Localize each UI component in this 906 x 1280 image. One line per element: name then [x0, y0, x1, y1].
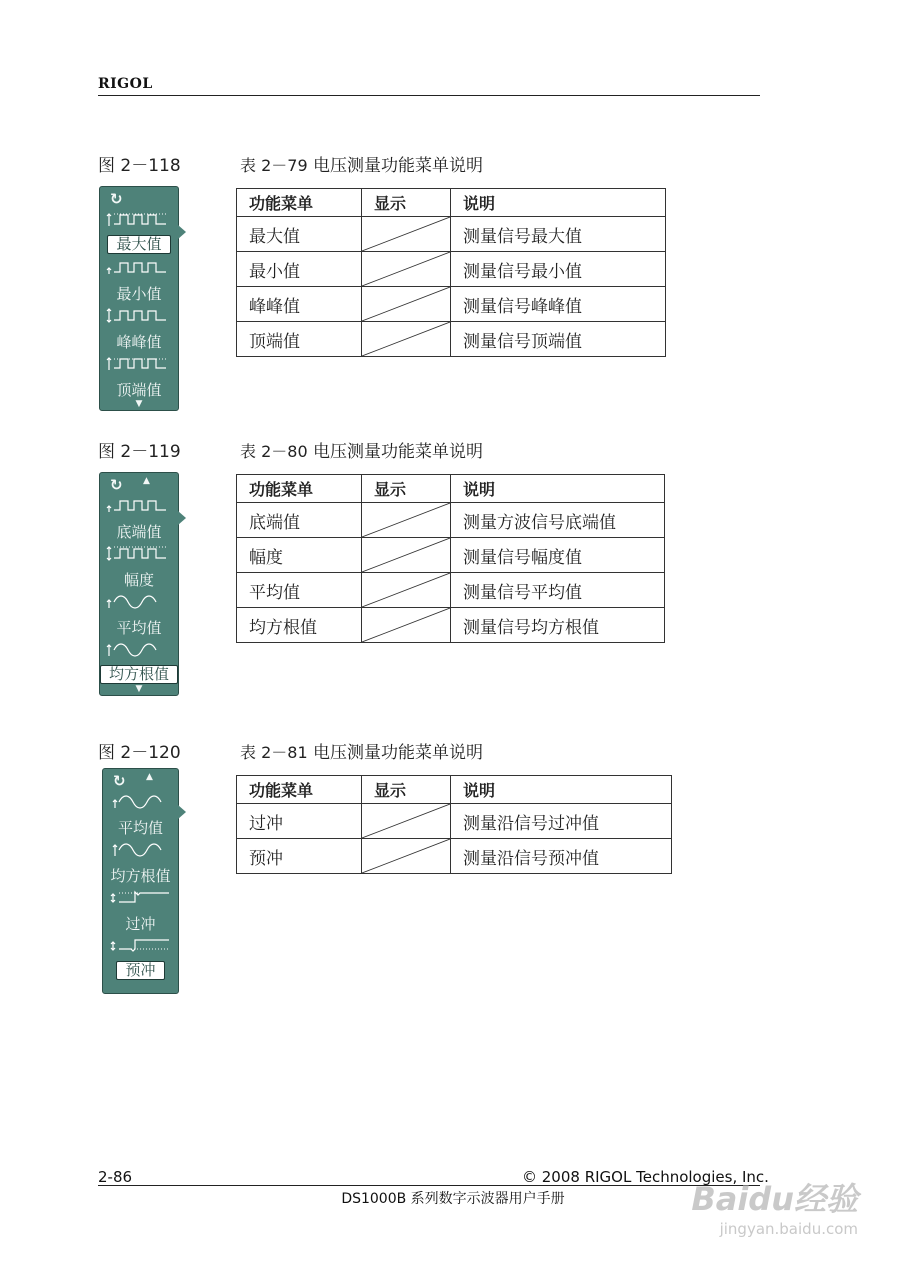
menu-item-top[interactable]: 顶端值 [116, 381, 162, 399]
overshoot-edge-icon [109, 889, 175, 905]
col-header-desc: 说明 [451, 189, 666, 217]
cell-display-none [362, 573, 451, 608]
scroll-up-icon[interactable]: ▲ [143, 476, 150, 486]
menu-pointer-icon [178, 805, 186, 819]
col-header-menu: 功能菜单 [237, 189, 362, 217]
min-square-wave-icon [106, 259, 172, 275]
cell-display-none [362, 252, 451, 287]
table-row [237, 252, 666, 287]
cell-menu: 峰峰值 [237, 287, 362, 322]
peak-peak-wave-icon [106, 307, 172, 323]
cell-desc: 测量信号幅度值 [451, 538, 665, 573]
menu-item-rms[interactable]: 均方根值 [110, 867, 171, 885]
col-header-display: 显示 [362, 475, 451, 503]
cell-menu: 底端值 [237, 503, 362, 538]
table-row [237, 503, 665, 538]
menu-item-base[interactable]: 底端值 [116, 523, 162, 541]
measure-return-icon: ↻ [110, 476, 123, 494]
table-row [237, 538, 665, 573]
table-row [237, 804, 672, 839]
measure-table-81 [236, 775, 672, 874]
scroll-up-icon[interactable]: ▲ [146, 772, 153, 782]
cell-display-none [362, 217, 451, 252]
menu-item-average[interactable]: 平均值 [116, 619, 162, 637]
baidu-watermark [691, 1174, 858, 1238]
table-row [237, 287, 666, 322]
cell-menu: 平均值 [237, 573, 362, 608]
base-square-wave-icon [106, 497, 172, 513]
col-header-desc: 说明 [451, 776, 672, 804]
cell-display-none [362, 538, 451, 573]
table-header-row [237, 776, 672, 804]
preshoot-edge-icon [109, 937, 175, 953]
cell-menu: 预冲 [237, 839, 362, 874]
menu-item-rms[interactable]: 均方根值 [100, 665, 178, 684]
menu-item-average[interactable]: 平均值 [117, 819, 163, 837]
top-value-wave-icon [106, 355, 172, 371]
caption-text: 电压测量功能菜单说明 [313, 442, 484, 462]
caption-text: 电压测量功能菜单说明 [313, 156, 484, 176]
menu-item-min[interactable]: 最小值 [116, 285, 162, 303]
softkey-menu-119 [99, 472, 179, 696]
watermark-logo: Baidu经验 [691, 1180, 858, 1218]
cell-desc: 测量信号顶端值 [451, 322, 666, 357]
cell-display-none [362, 322, 451, 357]
copyright: © 2008 RIGOL Technologies, Inc. [522, 1168, 769, 1186]
cell-display-none [362, 503, 451, 538]
rms-sine-icon [106, 641, 172, 657]
cell-menu: 过冲 [237, 804, 362, 839]
average-sine-icon [106, 593, 172, 609]
figure-label-120: 图 2－120 [98, 743, 181, 763]
header-rule [98, 95, 760, 96]
cell-menu: 幅度 [237, 538, 362, 573]
softkey-menu-120 [102, 768, 179, 994]
scroll-down-icon[interactable]: ▼ [135, 684, 143, 694]
cell-desc: 测量信号均方根值 [451, 608, 665, 643]
cell-menu: 最大值 [237, 217, 362, 252]
menu-item-preshoot[interactable]: 预冲 [103, 961, 178, 980]
cell-desc: 测量信号最大值 [451, 217, 666, 252]
cell-display-none [362, 287, 451, 322]
watermark-url: jingyan.baidu.com [719, 1220, 858, 1238]
figure-label-118: 图 2－118 [98, 156, 181, 176]
rms-sine-icon [109, 841, 175, 857]
cell-desc: 测量信号平均值 [451, 573, 665, 608]
menu-pointer-icon [178, 511, 186, 525]
menu-item-overshoot[interactable]: 过冲 [125, 915, 156, 933]
caption-text: 电压测量功能菜单说明 [313, 743, 484, 763]
cell-desc: 测量信号峰峰值 [451, 287, 666, 322]
caption-number: 表 2－79 [240, 156, 308, 175]
cell-display-none [362, 804, 451, 839]
col-header-display: 显示 [362, 776, 451, 804]
cell-desc: 测量沿信号过冲值 [451, 804, 672, 839]
caption-number: 表 2－81 [240, 743, 308, 762]
average-sine-icon [109, 793, 175, 809]
cell-desc: 测量沿信号预冲值 [451, 839, 672, 874]
cell-menu: 顶端值 [237, 322, 362, 357]
measure-table-80 [236, 474, 665, 643]
table-row [237, 573, 665, 608]
amplitude-wave-icon [106, 545, 172, 561]
cell-menu: 均方根值 [237, 608, 362, 643]
table-row [237, 322, 666, 357]
table-row [237, 839, 672, 874]
figure-label-119: 图 2－119 [98, 442, 181, 462]
brand-logo: RIGOL [98, 76, 153, 92]
table-caption-79 [240, 151, 483, 176]
cell-display-none [362, 608, 451, 643]
menu-item-amplitude[interactable]: 幅度 [123, 571, 154, 589]
footer-rule [98, 1185, 760, 1186]
table-caption-81 [240, 738, 483, 763]
measure-return-icon: ↻ [113, 772, 126, 790]
col-header-display: 显示 [362, 189, 451, 217]
cell-display-none [362, 839, 451, 874]
scroll-down-icon[interactable]: ▼ [135, 399, 143, 409]
col-header-menu: 功能菜单 [237, 475, 362, 503]
table-caption-80 [240, 437, 483, 462]
manual-title: DS1000B 系列数字示波器用户手册 [341, 1191, 565, 1207]
table-header-row [237, 189, 666, 217]
softkey-menu-118 [99, 186, 179, 411]
cell-menu: 最小值 [237, 252, 362, 287]
menu-pointer-icon [178, 225, 186, 239]
cell-desc: 测量信号最小值 [451, 252, 666, 287]
menu-item-peak-peak[interactable]: 峰峰值 [116, 333, 162, 351]
cell-desc: 测量方波信号底端值 [451, 503, 665, 538]
menu-item-max[interactable]: 最大值 [100, 235, 178, 254]
page-number: 2-86 [98, 1168, 133, 1186]
table-header-row [237, 475, 665, 503]
col-header-desc: 说明 [451, 475, 665, 503]
col-header-menu: 功能菜单 [237, 776, 362, 804]
table-row [237, 608, 665, 643]
measure-table-79 [236, 188, 666, 357]
caption-number: 表 2－80 [240, 442, 308, 461]
measure-return-icon: ↻ [110, 190, 123, 208]
max-square-wave-icon [106, 211, 172, 227]
table-row [237, 217, 666, 252]
